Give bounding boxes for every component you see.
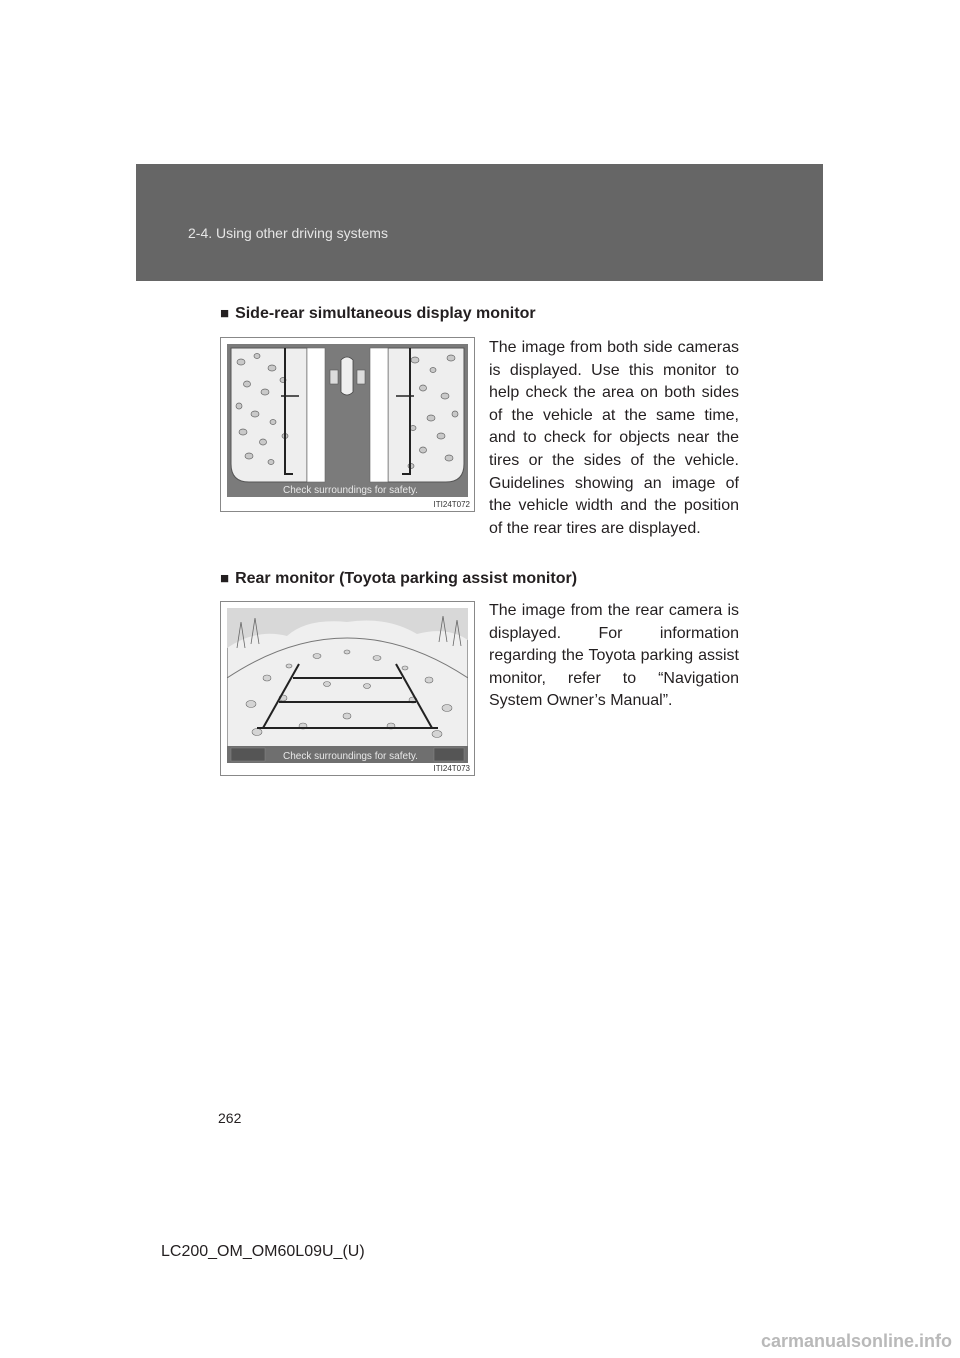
- heading-text: Rear monitor (Toyota parking assist monitor): [235, 570, 578, 587]
- heading-text: Side-rear simultaneous display monitor: [235, 305, 536, 322]
- figure-rear-monitor: [220, 601, 475, 776]
- section-title: 2-4. Using other driving systems: [188, 225, 388, 241]
- figure-caption: Check surroundings for safety.: [283, 485, 418, 496]
- figure-side-rear-monitor: [220, 337, 475, 512]
- figure-caption: Check surroundings for safety.: [283, 751, 418, 762]
- rear-monitor-illustration: [227, 608, 468, 763]
- heading-side-rear-monitor: [220, 305, 536, 323]
- header-band: [136, 164, 823, 281]
- figure-code: ITI24T072: [433, 500, 470, 509]
- square-bullet-icon: ■: [220, 570, 230, 587]
- page-number: 262: [218, 1110, 242, 1126]
- side-rear-monitor-illustration: [227, 344, 468, 497]
- body-text-rear-monitor: The image from the rear camera is displayed. For information regarding the Toyota parking assist monitor, refer to “Navigation System Owner’s Manual”.: [489, 602, 739, 710]
- square-bullet-icon: ■: [220, 305, 230, 322]
- heading-rear-monitor: [220, 570, 577, 588]
- watermark: carmanualsonline.info: [760, 1331, 952, 1351]
- body-text-side-rear-monitor: The image from both side cameras is displayed. Use this monitor to help check the area on both sides of the vehicle at the same time, and to check for objects near the tires or the sides of the vehicle. Guidelines showing an image of the vehicle width and the position of the rear tires are displayed.: [489, 339, 739, 537]
- document-code: LC200_OM_OM60L09U_(U): [161, 1243, 365, 1260]
- figure-code: ITI24T073: [433, 764, 470, 773]
